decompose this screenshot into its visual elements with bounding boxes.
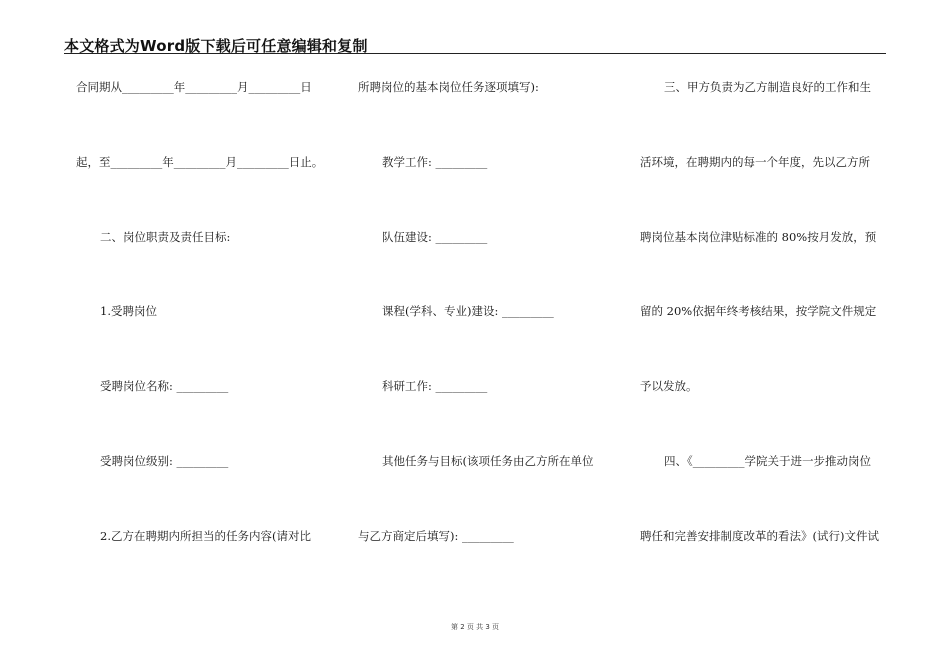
right-line-2: 活环境，在聘期内的每一个年度，先以乙方所	[640, 155, 870, 169]
middle-line-3: 队伍建设: _________	[382, 230, 488, 244]
middle-line-6: 其他任务与目标(该项任务由乙方所在单位	[382, 454, 594, 468]
right-line-6: 四、《_________学院关于进一步推动岗位	[664, 454, 871, 468]
left-line-5: 受聘岗位名称: _________	[100, 379, 229, 393]
right-line-7: 聘任和完善安排制度改革的看法》(试行)文件试	[640, 529, 879, 543]
left-line-7: 2.乙方在聘期内所担当的任务内容(请对比	[100, 529, 311, 543]
middle-line-1: 所聘岗位的基本岗位任务逐项填写):	[358, 80, 539, 94]
right-line-3: 聘岗位基本岗位津贴标准的 80%按月发放，预	[640, 230, 877, 244]
middle-line-5: 科研工作: _________	[382, 379, 488, 393]
middle-line-2: 教学工作: _________	[382, 155, 488, 169]
page-footer: 第 2 页 共 3 页	[450, 623, 500, 631]
right-line-4: 留的 20%依据年终考核结果，按学院文件规定	[640, 304, 877, 318]
right-line-1: 三、甲方负责为乙方制造良好的工作和生	[664, 80, 871, 94]
header-title: 本文格式为Word版下载后可任意编辑和复制	[64, 37, 368, 55]
middle-line-7: 与乙方商定后填写): _________	[358, 529, 514, 543]
right-line-5: 予以发放。	[640, 379, 698, 393]
page-header	[64, 34, 886, 54]
left-line-3: 二、岗位职责及责任目标:	[100, 230, 231, 244]
middle-line-4: 课程(学科、专业)建设: _________	[382, 304, 554, 318]
left-line-4: 1.受聘岗位	[100, 304, 157, 318]
left-line-6: 受聘岗位级别: _________	[100, 454, 229, 468]
left-line-2: 起，至_________年_________月_________日止。	[76, 155, 324, 169]
left-line-1: 合同期从_________年_________月_________日	[76, 80, 312, 94]
